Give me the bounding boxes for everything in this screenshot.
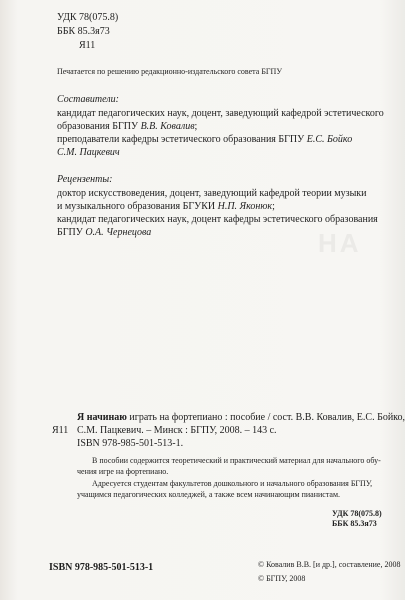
copyright-compilers: © Ковалив В.В. [и др.], составление, 2008: [258, 560, 401, 569]
abstract-p2-line-1: Адресуется студентам факультетов дошкольного и начального образования БГПУ,: [92, 479, 373, 488]
author-mark-code: Я11: [79, 40, 96, 51]
compiler-line-3: [57, 134, 352, 146]
bib-isbn: ISBN 978-985-501-513-1.: [77, 438, 184, 449]
bib-line-1-rest: играть на фортепиано : пособие / сост. В.В. Ковалив, Е.С. Бойко,: [126, 412, 405, 423]
abstract-p2-line-2: учащимся педагогических колледжей, а также всем начинающим пианистам.: [77, 490, 341, 499]
compilers-heading: Составители:: [57, 94, 119, 105]
reviewer-line-4: [57, 227, 151, 239]
footer-isbn: ISBN 978-985-501-513-1: [49, 562, 154, 573]
compiler-line-3-prefix: преподаватели кафедры эстетического образования БГПУ: [57, 134, 307, 145]
compiler-name-patskevich: С.М. Пацкевич: [57, 147, 120, 158]
copyright-publisher: © БГПУ, 2008: [258, 574, 306, 583]
reviewer-line-1: доктор искусствоведения, доцент, заведующий кафедрой теории музыки: [57, 188, 367, 199]
reviewer-line-4-prefix: БГПУ: [57, 227, 86, 238]
book-title: Я начинаю: [77, 412, 127, 423]
reviewer-line-3: кандидат педагогических наук, доцент кафедры эстетического образования: [57, 214, 378, 225]
bib-line-2: С.М. Пацкевич. – Минск : БГПУ, 2008. – 143 с.: [77, 425, 277, 436]
bbk-code: ББК 85.3я73: [57, 26, 110, 37]
publisher-note: Печатается по решению редакционно-издательского совета БГПУ: [57, 67, 282, 76]
udk-code: УДК 78(075.8): [57, 12, 119, 23]
compiler-line-1: кандидат педагогических наук, доцент, заведующий кафедрой эстетического: [57, 108, 384, 119]
bleed-through-shadow: НА: [318, 228, 362, 258]
reviewers-heading: Рецензенты:: [57, 174, 113, 185]
abstract-p1-line-2: чения игре на фортепиано.: [77, 467, 169, 476]
abstract-p1-line-1: В пособии содержится теоретический и практический материал для начального обу-: [92, 456, 381, 465]
compiler-line-2: [57, 121, 197, 133]
reviewer-name-chernetsova: О.А. Чернецова: [85, 227, 152, 238]
reviewer-name-yakonyuk: Н.П. Яконюк: [217, 201, 273, 212]
bib-code: Я11: [52, 425, 69, 436]
reviewer-line-2-suffix: ;: [272, 201, 275, 212]
compiler-line-2-suffix: ;: [194, 121, 198, 132]
footer-udk: УДК 78(075.8): [332, 509, 382, 518]
reviewer-line-2: [57, 201, 275, 213]
reviewer-line-2-prefix: и музыкального образования БГУКИ: [57, 201, 218, 212]
bib-line-1: [77, 412, 405, 424]
compiler-name-boyko: Е.С. Бойко: [306, 134, 353, 145]
compiler-name-kovaliv: В.В. Ковалив: [140, 121, 195, 132]
compiler-line-2-prefix: образования БГПУ: [57, 121, 141, 132]
footer-bbk: ББК 85.3я73: [332, 519, 377, 528]
